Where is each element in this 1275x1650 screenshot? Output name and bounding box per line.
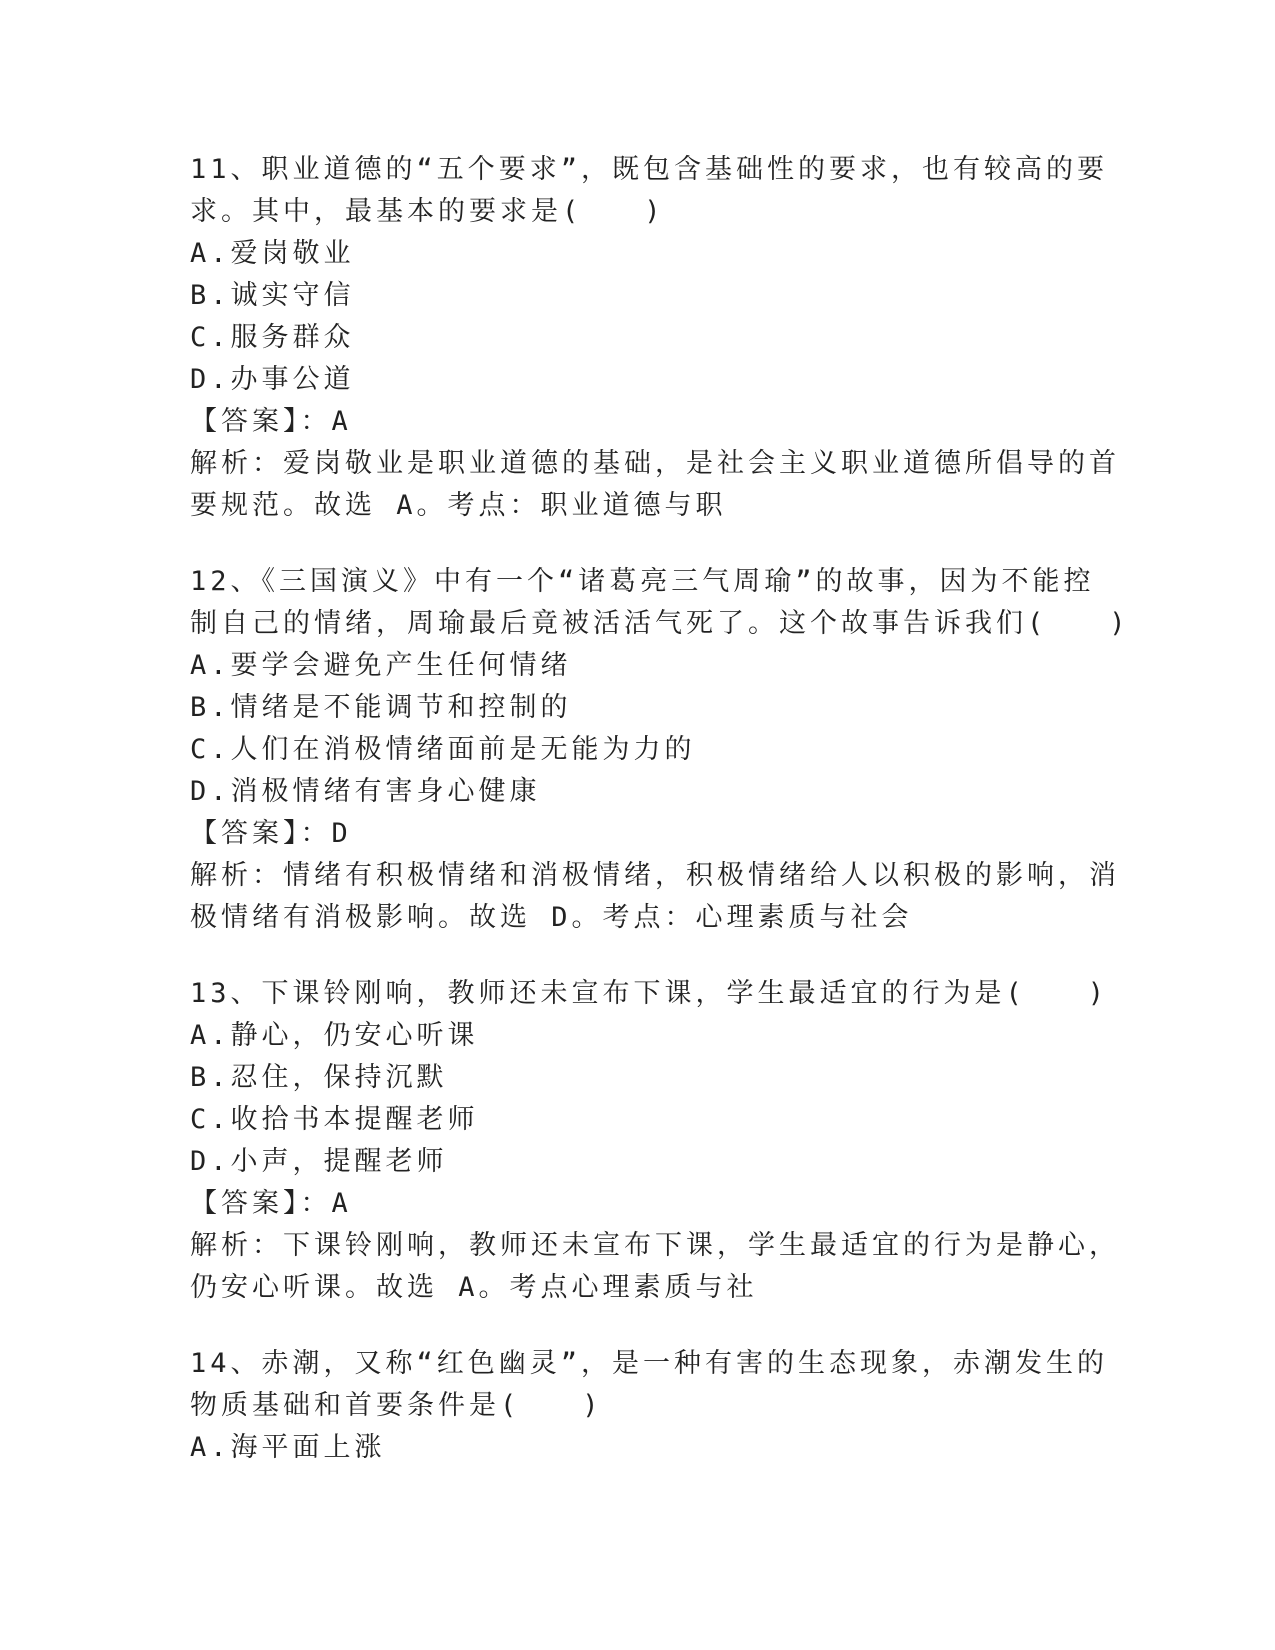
option-a: A.海平面上涨 [190, 1432, 386, 1463]
question-14 [190, 1343, 1109, 1469]
option-d: D.小声，提醒老师 [190, 1146, 448, 1177]
analysis-line: 解析：爱岗敬业是职业道德的基础，是社会主义职业道德所倡导的首 [190, 448, 1120, 479]
option-c: C.人们在消极情绪面前是无能为力的 [190, 734, 696, 765]
analysis-line: 解析：下课铃刚响，教师还未宣布下课，学生最适宜的行为是静心， [190, 1230, 1120, 1261]
question-stem-line: 求。其中，最基本的要求是( ) [190, 196, 665, 227]
option-a: A.要学会避免产生任何情绪 [190, 650, 572, 681]
question-12 [190, 561, 1130, 939]
answer: 【答案】：D [190, 818, 352, 849]
analysis-line: 解析：情绪有积极情绪和消极情绪，积极情绪给人以积极的影响，消 [190, 860, 1120, 891]
option-c: C.收拾书本提醒老师 [190, 1104, 479, 1135]
question-stem-line: 11、职业道德的“五个要求”，既包含基础性的要求，也有较高的要 [190, 154, 1109, 185]
question-11 [190, 149, 1120, 527]
option-c: C.服务群众 [190, 322, 355, 353]
question-stem-line: 制自己的情绪，周瑜最后竟被活活气死了。这个故事告诉我们( ) [190, 608, 1130, 639]
analysis-line: 仍安心听课。故选 A。考点心理素质与社 [190, 1272, 758, 1303]
option-d: D.办事公道 [190, 364, 355, 395]
answer: 【答案】：A [190, 1188, 352, 1219]
option-b: B.诚实守信 [190, 280, 355, 311]
option-b: B.情绪是不能调节和控制的 [190, 692, 572, 723]
question-stem-line: 14、赤潮，又称“红色幽灵”，是一种有害的生态现象，赤潮发生的 [190, 1348, 1109, 1379]
option-b: B.忍住，保持沉默 [190, 1062, 448, 1093]
question-stem-line: 13、下课铃刚响，教师还未宣布下课，学生最适宜的行为是( ) [190, 978, 1109, 1009]
analysis-line: 极情绪有消极影响。故选 D。考点：心理素质与社会 [190, 902, 913, 933]
question-13 [190, 973, 1120, 1309]
analysis-line: 要规范。故选 A。考点：职业道德与职 [190, 490, 727, 521]
answer: 【答案】：A [190, 406, 352, 437]
option-a: A.静心，仍安心听课 [190, 1020, 479, 1051]
question-stem-line: 12、《三国演义》中有一个“诸葛亮三气周瑜”的故事，因为不能控 [190, 566, 1095, 597]
option-d: D.消极情绪有害身心健康 [190, 776, 541, 807]
question-stem-line: 物质基础和首要条件是( ) [190, 1390, 603, 1421]
option-a: A.爱岗敬业 [190, 238, 355, 269]
